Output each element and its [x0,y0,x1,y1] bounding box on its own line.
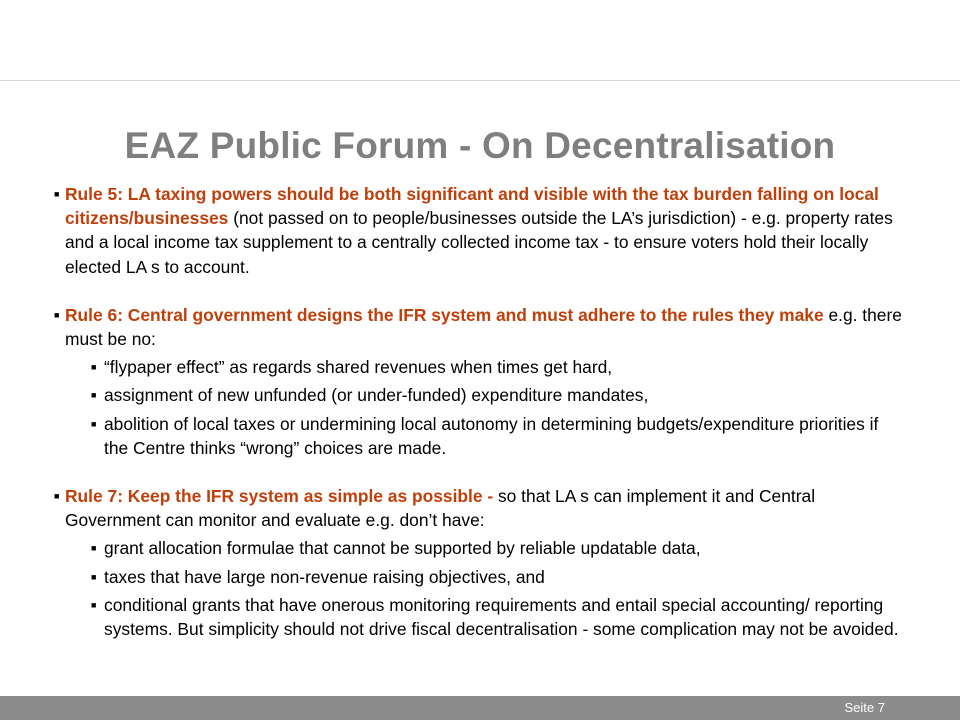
slide-body [54,182,904,665]
rule-6-text: e.g. there must be no: [65,304,902,350]
sub-bullet-text: conditional grants that have onerous monitoring requirements and entail special accounting/ reporting systems. But simplicity should not drive fiscal decentralisation - some complication may not be avoided. [104,594,899,640]
square-bullet-icon: ■ [91,543,97,554]
sub-bullet [65,565,904,589]
sub-bullet-text: assignment of new unfunded (or under-funded) expenditure mandates, [104,385,649,406]
header-divider [0,80,960,81]
rule-5-text: (not passed on to people/businesses outside the LA’s jurisdiction) - e.g. property rates and a local income tax supplement to a centrally collected income tax - to ensure voters hold their locally elected LA s to account. [65,208,893,277]
page-number: Seite 7 [844,700,885,715]
square-bullet-icon: ■ [91,571,97,582]
sub-bullet-text: grant allocation formulae that cannot be supported by reliable updatable data, [104,538,701,559]
square-bullet-icon: ■ [54,309,60,320]
square-bullet-icon: ■ [54,189,60,199]
rule-7-sublist [65,536,904,641]
slide-title: EAZ Public Forum - On Decentralisation [124,125,836,166]
rule-6-bullet [54,303,904,460]
sub-bullet-text: “flypaper effect” as regards shared revenues when times get hard, [104,357,613,378]
rule-6-heading: Rule 6: Central government designs the IFR system and must adhere to the rules they make [65,304,824,325]
rule-6-sublist [65,355,904,460]
footer-bar [0,696,960,720]
rule-5-heading: Rule 5: LA taxing powers should be both significant and visible with the tax burden falling on local citizens/businesses [65,184,879,229]
sub-bullet [65,536,904,560]
square-bullet-icon: ■ [91,390,97,401]
square-bullet-icon: ■ [91,599,97,610]
sub-bullet-text: abolition of local taxes or undermining local autonomy in determining budgets/expenditure priorities if the Centre thinks “wrong” choices are made. [104,413,879,458]
sub-bullet-text: taxes that have large non-revenue raising objectives, and [104,566,545,587]
sub-bullet [65,412,904,460]
rule-5-bullet [54,182,904,279]
square-bullet-icon: ■ [91,418,97,429]
square-bullet-icon: ■ [54,491,60,502]
rule-7-heading: Rule 7: Keep the IFR system as simple as possible - [65,486,494,507]
square-bullet-icon: ■ [91,362,97,373]
rule-7-bullet [54,484,904,641]
sub-bullet [65,383,904,407]
rule-7-text: so that LA s can implement it and Central Government can monitor and evaluate e.g. don’t have: [65,486,816,531]
sub-bullet [65,593,904,641]
sub-bullet [65,355,904,379]
